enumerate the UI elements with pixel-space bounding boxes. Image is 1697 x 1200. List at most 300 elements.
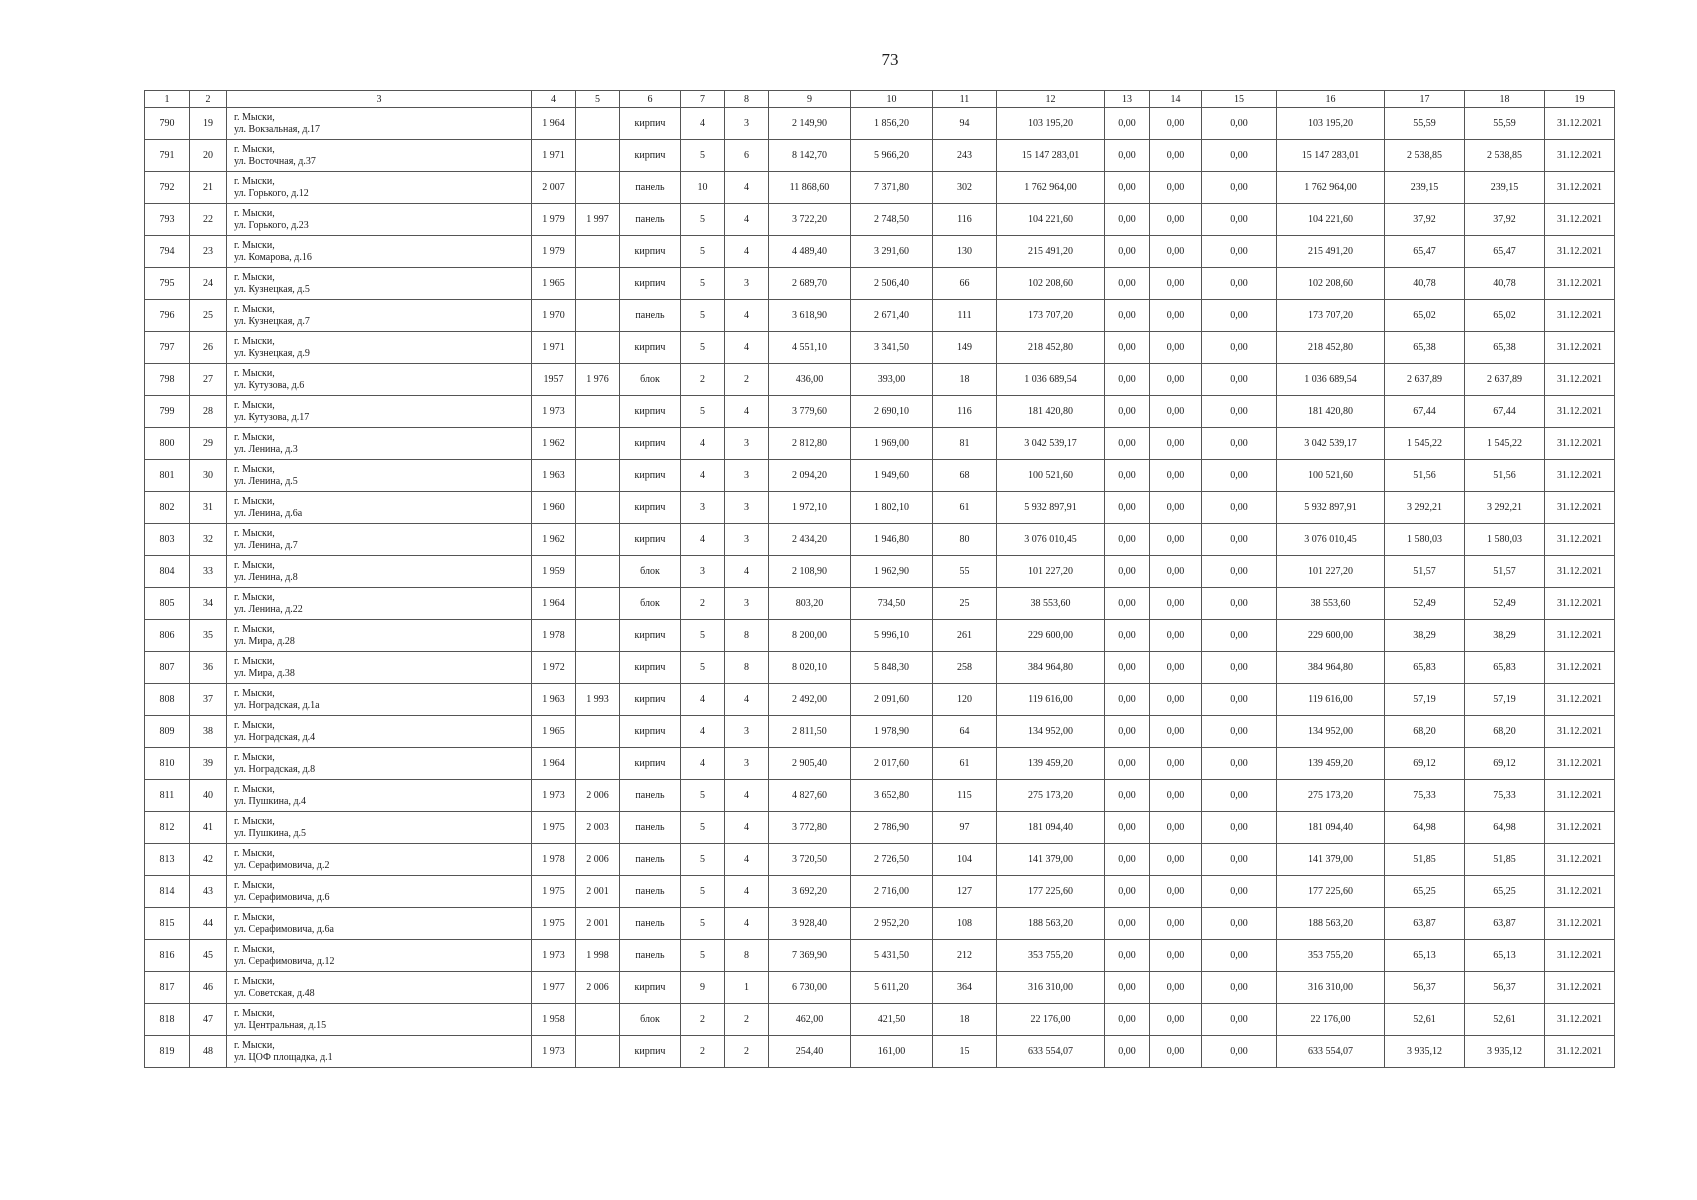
table-cell: 798 — [145, 364, 190, 396]
table-cell: 31.12.2021 — [1545, 684, 1615, 716]
table-cell: 41 — [190, 812, 227, 844]
table-row — [145, 300, 1615, 332]
table-cell: 38 553,60 — [1277, 588, 1385, 620]
table-cell: 3 772,80 — [769, 812, 851, 844]
table-row — [145, 492, 1615, 524]
table-cell: 65,13 — [1385, 940, 1465, 972]
table-cell: 3 292,21 — [1465, 492, 1545, 524]
address-city: г. Мыски, — [234, 687, 275, 699]
table-cell: 0,00 — [1202, 556, 1277, 588]
address-street: ул. Комарова, д.16 — [234, 251, 312, 263]
address-street: ул. Мира, д.38 — [234, 667, 295, 679]
table-cell: 2 690,10 — [851, 396, 933, 428]
table-cell: 51,85 — [1465, 844, 1545, 876]
table-cell: 1 965 — [532, 716, 576, 748]
table-cell: 462,00 — [769, 1004, 851, 1036]
table-cell: 65,83 — [1385, 652, 1465, 684]
table-cell — [576, 108, 620, 140]
table-cell: 2 786,90 — [851, 812, 933, 844]
table-cell: 0,00 — [1105, 236, 1150, 268]
table-cell: 0,00 — [1105, 300, 1150, 332]
table-cell: 807 — [145, 652, 190, 684]
table-cell: 1 962,90 — [851, 556, 933, 588]
table-cell: 65,02 — [1465, 300, 1545, 332]
table-cell: 3 652,80 — [851, 780, 933, 812]
address-city: г. Мыски, — [234, 815, 275, 827]
address-street: ул. Серафимовича, д.6а — [234, 923, 334, 935]
table-cell: 103 195,20 — [997, 108, 1105, 140]
table-cell: 0,00 — [1202, 716, 1277, 748]
table-cell: 0,00 — [1202, 140, 1277, 172]
table-cell: 68,20 — [1385, 716, 1465, 748]
table-cell: 0,00 — [1150, 204, 1202, 236]
table-cell: 5 — [681, 204, 725, 236]
table-cell: 794 — [145, 236, 190, 268]
table-cell: 75,33 — [1385, 780, 1465, 812]
table-row — [145, 684, 1615, 716]
table-cell: 31.12.2021 — [1545, 620, 1615, 652]
table-cell: 0,00 — [1150, 780, 1202, 812]
table-cell: 4 — [681, 748, 725, 780]
table-cell: 1 958 — [532, 1004, 576, 1036]
table-cell: 0,00 — [1150, 684, 1202, 716]
table-cell: 8 — [725, 620, 769, 652]
table-cell: 65,13 — [1465, 940, 1545, 972]
table-cell: 65,25 — [1385, 876, 1465, 908]
table-cell: 1 973 — [532, 396, 576, 428]
table-cell: 5 932 897,91 — [1277, 492, 1385, 524]
table-cell: кирпич — [620, 652, 681, 684]
table-row — [145, 460, 1615, 492]
address-cell — [227, 716, 532, 748]
table-cell: 2 506,40 — [851, 268, 933, 300]
table-cell: кирпич — [620, 428, 681, 460]
table-cell: 4 — [681, 460, 725, 492]
table-cell: панель — [620, 940, 681, 972]
table-cell: 47 — [190, 1004, 227, 1036]
table-cell: 801 — [145, 460, 190, 492]
table-cell: 8 — [725, 940, 769, 972]
table-cell: 811 — [145, 780, 190, 812]
table-cell: 1 — [725, 972, 769, 1004]
table-cell: 0,00 — [1105, 140, 1150, 172]
table-cell: 43 — [190, 876, 227, 908]
table-cell: кирпич — [620, 460, 681, 492]
table-cell: кирпич — [620, 524, 681, 556]
table-cell: 69,12 — [1385, 748, 1465, 780]
table-cell: 15 147 283,01 — [1277, 140, 1385, 172]
table-cell: 8 020,10 — [769, 652, 851, 684]
table-cell: 0,00 — [1202, 908, 1277, 940]
table-cell: 4 — [725, 844, 769, 876]
table-row — [145, 652, 1615, 684]
address-street: ул. Ленина, д.5 — [234, 475, 298, 487]
table-cell: 3 042 539,17 — [997, 428, 1105, 460]
table-cell: 0,00 — [1202, 588, 1277, 620]
table-cell — [576, 428, 620, 460]
table-cell: 10 — [681, 172, 725, 204]
table-cell: 40,78 — [1385, 268, 1465, 300]
table-cell: 1 979 — [532, 204, 576, 236]
table-cell: 2 — [725, 1036, 769, 1068]
address-cell — [227, 908, 532, 940]
table-cell: 141 379,00 — [1277, 844, 1385, 876]
table-cell: 1 802,10 — [851, 492, 933, 524]
table-cell: 5 611,20 — [851, 972, 933, 1004]
address-street: ул. Горького, д.12 — [234, 187, 309, 199]
column-header: 15 — [1202, 91, 1277, 108]
table-cell: 1 949,60 — [851, 460, 933, 492]
table-cell: 120 — [933, 684, 997, 716]
table-cell: 0,00 — [1202, 876, 1277, 908]
address-city: г. Мыски, — [234, 175, 275, 187]
table-cell: 65,38 — [1385, 332, 1465, 364]
table-cell: 6 — [725, 140, 769, 172]
table-cell: 6 730,00 — [769, 972, 851, 1004]
table-cell: панель — [620, 780, 681, 812]
address-street: ул. Ленина, д.7 — [234, 539, 298, 551]
address-city: г. Мыски, — [234, 847, 275, 859]
table-cell: 1 762 964,00 — [1277, 172, 1385, 204]
table-cell: 0,00 — [1202, 780, 1277, 812]
table-row — [145, 748, 1615, 780]
table-cell: 20 — [190, 140, 227, 172]
table-cell: 5 — [681, 780, 725, 812]
table-cell: 63,87 — [1385, 908, 1465, 940]
table-cell: 15 147 283,01 — [997, 140, 1105, 172]
table-cell: 791 — [145, 140, 190, 172]
table-cell: 0,00 — [1105, 396, 1150, 428]
table-cell: 215 491,20 — [1277, 236, 1385, 268]
table-cell: 0,00 — [1105, 780, 1150, 812]
table-cell: 799 — [145, 396, 190, 428]
table-cell: 11 868,60 — [769, 172, 851, 204]
table-cell — [576, 652, 620, 684]
table-cell: 436,00 — [769, 364, 851, 396]
address-cell — [227, 236, 532, 268]
table-cell: 104 221,60 — [1277, 204, 1385, 236]
table-cell: 0,00 — [1150, 1004, 1202, 1036]
column-header: 2 — [190, 91, 227, 108]
address-cell — [227, 300, 532, 332]
address-city: г. Мыски, — [234, 751, 275, 763]
table-cell: 134 952,00 — [1277, 716, 1385, 748]
table-cell: 4 489,40 — [769, 236, 851, 268]
table-row — [145, 556, 1615, 588]
table-row — [145, 364, 1615, 396]
table-cell: 0,00 — [1202, 364, 1277, 396]
table-cell: 5 — [681, 332, 725, 364]
address-city: г. Мыски, — [234, 495, 275, 507]
table-cell: 44 — [190, 908, 227, 940]
table-cell: 31 — [190, 492, 227, 524]
address-city: г. Мыски, — [234, 943, 275, 955]
table-cell: 804 — [145, 556, 190, 588]
table-cell: 1 965 — [532, 268, 576, 300]
table-row — [145, 236, 1615, 268]
table-cell: 0,00 — [1202, 748, 1277, 780]
table-cell: 5 — [681, 940, 725, 972]
address-cell — [227, 524, 532, 556]
table-cell: 4 — [725, 556, 769, 588]
table-cell: 65,47 — [1385, 236, 1465, 268]
address-cell — [227, 140, 532, 172]
table-cell: 0,00 — [1150, 268, 1202, 300]
table-cell: 8 200,00 — [769, 620, 851, 652]
address-street: ул. Восточная, д.37 — [234, 155, 316, 167]
address-cell — [227, 652, 532, 684]
table-cell: кирпич — [620, 108, 681, 140]
table-cell: 0,00 — [1105, 588, 1150, 620]
table-cell: 243 — [933, 140, 997, 172]
table-cell: 3 928,40 — [769, 908, 851, 940]
table-cell — [576, 1004, 620, 1036]
table-cell: 31.12.2021 — [1545, 1004, 1615, 1036]
address-city: г. Мыски, — [234, 783, 275, 795]
table-cell: 81 — [933, 428, 997, 460]
column-header: 1 — [145, 91, 190, 108]
table-cell: 4 — [681, 716, 725, 748]
table-cell: 5 — [681, 300, 725, 332]
table-cell: 33 — [190, 556, 227, 588]
table-cell: 181 420,80 — [1277, 396, 1385, 428]
address-street: ул. Пушкина, д.4 — [234, 795, 307, 807]
table-cell: 2 689,70 — [769, 268, 851, 300]
table-cell: 3 — [725, 588, 769, 620]
address-street: ул. Кутузова, д.6 — [234, 379, 305, 391]
table-row — [145, 940, 1615, 972]
table-cell: 119 616,00 — [997, 684, 1105, 716]
table-cell: 1 978 — [532, 844, 576, 876]
table-cell — [576, 556, 620, 588]
address-city: г. Мыски, — [234, 143, 275, 155]
table-cell: 258 — [933, 652, 997, 684]
table-cell: 2 — [725, 364, 769, 396]
table-cell: 116 — [933, 396, 997, 428]
table-cell: кирпич — [620, 268, 681, 300]
table-cell: 18 — [933, 1004, 997, 1036]
table-cell: 5 — [681, 908, 725, 940]
table-cell: 94 — [933, 108, 997, 140]
table-cell: 3 341,50 — [851, 332, 933, 364]
address-city: г. Мыски, — [234, 911, 275, 923]
table-cell — [576, 492, 620, 524]
table-cell: 1 969,00 — [851, 428, 933, 460]
table-cell: 42 — [190, 844, 227, 876]
address-city: г. Мыски, — [234, 719, 275, 731]
table-cell: 5 — [681, 844, 725, 876]
table-cell: 302 — [933, 172, 997, 204]
table-cell: 1 964 — [532, 108, 576, 140]
address-street: ул. Мира, д.28 — [234, 635, 295, 647]
table-cell: 2 — [681, 1004, 725, 1036]
table-cell: 3 042 539,17 — [1277, 428, 1385, 460]
table-cell: 102 208,60 — [997, 268, 1105, 300]
table-cell: 4 — [681, 428, 725, 460]
table-cell: 4 — [725, 396, 769, 428]
table-cell: 1 971 — [532, 140, 576, 172]
column-header: 11 — [933, 91, 997, 108]
table-cell: 45 — [190, 940, 227, 972]
table-cell: 4 — [725, 876, 769, 908]
table-cell: 24 — [190, 268, 227, 300]
table-row — [145, 172, 1615, 204]
table-cell: 0,00 — [1150, 524, 1202, 556]
address-street: ул. Горького, д.23 — [234, 219, 309, 231]
table-cell: 56,37 — [1465, 972, 1545, 1004]
table-cell — [576, 620, 620, 652]
table-cell: кирпич — [620, 716, 681, 748]
table-cell — [576, 236, 620, 268]
table-cell: 161,00 — [851, 1036, 933, 1068]
address-city: г. Мыски, — [234, 367, 275, 379]
table-cell: кирпич — [620, 236, 681, 268]
table-cell: 5 431,50 — [851, 940, 933, 972]
table-row — [145, 428, 1615, 460]
table-cell: 31.12.2021 — [1545, 748, 1615, 780]
table-cell: 31.12.2021 — [1545, 716, 1615, 748]
table-cell: 2 637,89 — [1465, 364, 1545, 396]
table-cell: 0,00 — [1150, 812, 1202, 844]
table-cell: 35 — [190, 620, 227, 652]
table-cell: 0,00 — [1202, 940, 1277, 972]
table-cell: 1 978,90 — [851, 716, 933, 748]
table-cell: 3 720,50 — [769, 844, 851, 876]
table-cell: 31.12.2021 — [1545, 332, 1615, 364]
table-cell: панель — [620, 876, 681, 908]
table-cell: 421,50 — [851, 1004, 933, 1036]
table-body — [145, 108, 1615, 1068]
table-cell: 239,15 — [1385, 172, 1465, 204]
table-cell: 52,61 — [1385, 1004, 1465, 1036]
table-cell: 3 076 010,45 — [997, 524, 1105, 556]
table-cell: 64,98 — [1465, 812, 1545, 844]
table-cell: 3 — [725, 268, 769, 300]
table-cell: 31.12.2021 — [1545, 492, 1615, 524]
address-city: г. Мыски, — [234, 463, 275, 475]
table-cell: 61 — [933, 748, 997, 780]
address-cell — [227, 972, 532, 1004]
table-cell: 0,00 — [1105, 108, 1150, 140]
table-cell: 0,00 — [1105, 460, 1150, 492]
column-header: 18 — [1465, 91, 1545, 108]
table-cell: 177 225,60 — [997, 876, 1105, 908]
address-city: г. Мыски, — [234, 1039, 275, 1051]
table-cell: 0,00 — [1105, 844, 1150, 876]
table-cell: 1 580,03 — [1385, 524, 1465, 556]
table-cell: 31.12.2021 — [1545, 108, 1615, 140]
table-cell: 0,00 — [1150, 620, 1202, 652]
address-street: ул. Серафимовича, д.2 — [234, 859, 330, 871]
table-cell: 3 — [725, 716, 769, 748]
table-cell: 1 972 — [532, 652, 576, 684]
table-cell: 0,00 — [1150, 748, 1202, 780]
table-cell: 51,56 — [1385, 460, 1465, 492]
table-cell: 64 — [933, 716, 997, 748]
table-cell: 3 935,12 — [1385, 1036, 1465, 1068]
table-row — [145, 620, 1615, 652]
table-cell: 0,00 — [1105, 876, 1150, 908]
table-cell: 101 227,20 — [1277, 556, 1385, 588]
table-cell: 31.12.2021 — [1545, 300, 1615, 332]
table-cell: 9 — [681, 972, 725, 1004]
table-cell: 48 — [190, 1036, 227, 1068]
table-row — [145, 844, 1615, 876]
table-cell: 38 — [190, 716, 227, 748]
address-city: г. Мыски, — [234, 335, 275, 347]
table-cell: 34 — [190, 588, 227, 620]
table-cell: 0,00 — [1105, 364, 1150, 396]
table-cell: 2 492,00 — [769, 684, 851, 716]
table-cell: блок — [620, 556, 681, 588]
table-cell: 803,20 — [769, 588, 851, 620]
table-cell: 4 827,60 — [769, 780, 851, 812]
table-cell: 1 978 — [532, 620, 576, 652]
column-header: 7 — [681, 91, 725, 108]
table-cell: 52,49 — [1465, 588, 1545, 620]
table-cell: 39 — [190, 748, 227, 780]
table-cell: 65,47 — [1465, 236, 1545, 268]
table-cell: 633 554,07 — [1277, 1036, 1385, 1068]
table-cell: 100 521,60 — [1277, 460, 1385, 492]
table-cell: 188 563,20 — [1277, 908, 1385, 940]
table-cell: 261 — [933, 620, 997, 652]
table-cell: 31.12.2021 — [1545, 940, 1615, 972]
table-cell: 38 553,60 — [997, 588, 1105, 620]
table-cell: 805 — [145, 588, 190, 620]
table-cell: 31.12.2021 — [1545, 524, 1615, 556]
address-cell — [227, 428, 532, 460]
table-cell: 1 545,22 — [1385, 428, 1465, 460]
table-cell: 5 966,20 — [851, 140, 933, 172]
table-cell: 2 811,50 — [769, 716, 851, 748]
table-cell: 0,00 — [1202, 236, 1277, 268]
table-cell: 0,00 — [1202, 204, 1277, 236]
table-cell: 316 310,00 — [1277, 972, 1385, 1004]
table-cell: 812 — [145, 812, 190, 844]
table-cell: кирпич — [620, 684, 681, 716]
table-cell: 1 963 — [532, 460, 576, 492]
address-cell — [227, 844, 532, 876]
table-cell: 31.12.2021 — [1545, 588, 1615, 620]
table-cell: 55 — [933, 556, 997, 588]
table-cell: 67,44 — [1385, 396, 1465, 428]
address-city: г. Мыски, — [234, 527, 275, 539]
table-cell: 1 971 — [532, 332, 576, 364]
table-cell: 2 108,90 — [769, 556, 851, 588]
table-cell: 1 545,22 — [1465, 428, 1545, 460]
table-cell: 0,00 — [1105, 908, 1150, 940]
table-cell: кирпич — [620, 1036, 681, 1068]
address-cell — [227, 620, 532, 652]
table-cell: 100 521,60 — [997, 460, 1105, 492]
table-cell: 3 618,90 — [769, 300, 851, 332]
table-cell: 2 671,40 — [851, 300, 933, 332]
table-cell: 2 716,00 — [851, 876, 933, 908]
table-cell: 0,00 — [1150, 1036, 1202, 1068]
table-cell: 734,50 — [851, 588, 933, 620]
table-cell: 384 964,80 — [1277, 652, 1385, 684]
table-cell: 0,00 — [1202, 300, 1277, 332]
table-cell: 0,00 — [1150, 588, 1202, 620]
table-row — [145, 588, 1615, 620]
table-cell: 61 — [933, 492, 997, 524]
table-cell: 0,00 — [1105, 492, 1150, 524]
table-cell: 2 — [681, 1036, 725, 1068]
column-header: 9 — [769, 91, 851, 108]
table-cell: 3 — [725, 492, 769, 524]
table-cell: 813 — [145, 844, 190, 876]
